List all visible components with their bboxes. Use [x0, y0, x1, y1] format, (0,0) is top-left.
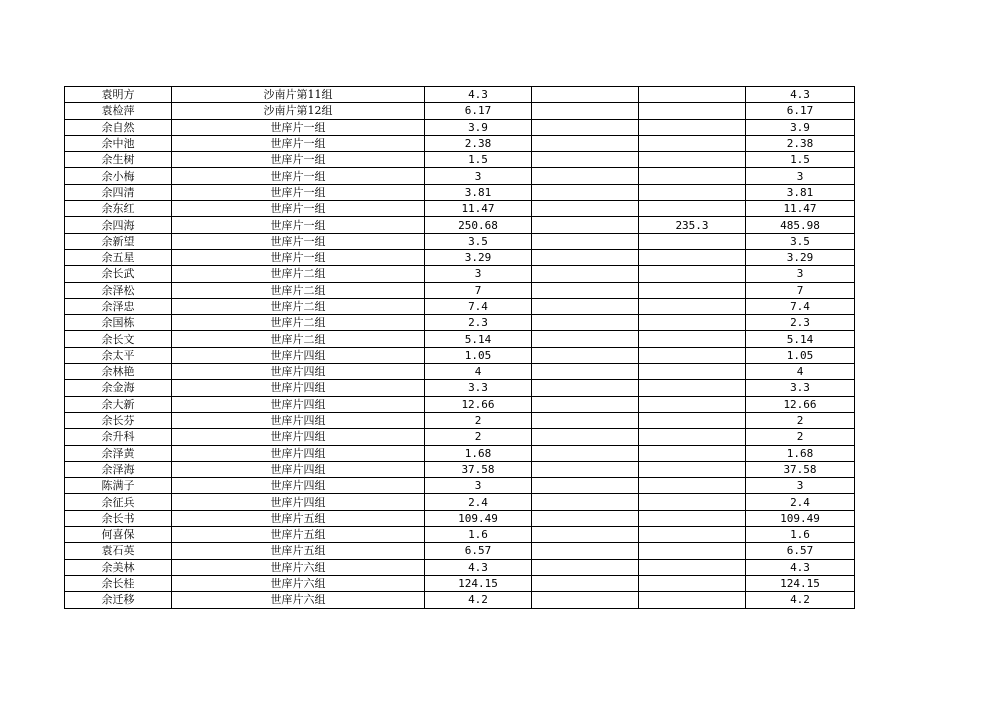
blank-cell	[532, 233, 639, 249]
amount-cell: 4.3	[425, 559, 532, 575]
extra-amount-cell	[639, 266, 746, 282]
name-cell: 袁检萍	[65, 103, 172, 119]
name-cell: 余生树	[65, 152, 172, 168]
blank-cell	[532, 380, 639, 396]
amount-cell: 6.17	[425, 103, 532, 119]
group-cell: 世庠片五组	[172, 543, 425, 559]
amount-cell: 1.05	[425, 347, 532, 363]
extra-amount-cell	[639, 87, 746, 103]
table-row	[65, 412, 855, 428]
group-cell: 世庠片四组	[172, 445, 425, 461]
blank-cell	[532, 510, 639, 526]
name-cell: 余国栋	[65, 315, 172, 331]
total-cell: 2	[746, 429, 855, 445]
group-cell: 世庠片一组	[172, 152, 425, 168]
extra-amount-cell	[639, 429, 746, 445]
table-row	[65, 559, 855, 575]
total-cell: 1.5	[746, 152, 855, 168]
blank-cell	[532, 364, 639, 380]
amount-cell: 37.58	[425, 461, 532, 477]
total-cell: 1.68	[746, 445, 855, 461]
extra-amount-cell	[639, 119, 746, 135]
group-cell: 世庠片五组	[172, 510, 425, 526]
amount-cell: 4.3	[425, 87, 532, 103]
blank-cell	[532, 527, 639, 543]
blank-cell	[532, 201, 639, 217]
name-cell: 余长书	[65, 510, 172, 526]
name-cell: 余升科	[65, 429, 172, 445]
total-cell: 2.4	[746, 494, 855, 510]
group-cell: 世庠片一组	[172, 168, 425, 184]
table-row	[65, 282, 855, 298]
extra-amount-cell	[639, 494, 746, 510]
table-row	[65, 461, 855, 477]
name-cell: 余征兵	[65, 494, 172, 510]
group-cell: 世庠片一组	[172, 201, 425, 217]
spreadsheet-page	[64, 86, 855, 609]
group-cell: 世庠片四组	[172, 347, 425, 363]
group-cell: 世庠片一组	[172, 135, 425, 151]
amount-cell: 2.38	[425, 135, 532, 151]
extra-amount-cell	[639, 201, 746, 217]
name-cell: 何喜保	[65, 527, 172, 543]
blank-cell	[532, 103, 639, 119]
table-row	[65, 249, 855, 265]
blank-cell	[532, 217, 639, 233]
table-body	[65, 87, 855, 609]
total-cell: 3	[746, 168, 855, 184]
blank-cell	[532, 249, 639, 265]
group-cell: 世庠片六组	[172, 559, 425, 575]
extra-amount-cell	[639, 184, 746, 200]
extra-amount-cell	[639, 282, 746, 298]
extra-amount-cell	[639, 152, 746, 168]
name-cell: 余新望	[65, 233, 172, 249]
table-row	[65, 510, 855, 526]
amount-cell: 3.81	[425, 184, 532, 200]
blank-cell	[532, 429, 639, 445]
name-cell: 余迁移	[65, 592, 172, 608]
table-row	[65, 575, 855, 591]
table-row	[65, 119, 855, 135]
table-row	[65, 217, 855, 233]
table-row	[65, 380, 855, 396]
name-cell: 余五星	[65, 249, 172, 265]
extra-amount-cell	[639, 103, 746, 119]
group-cell: 沙南片第11组	[172, 87, 425, 103]
total-cell: 2.38	[746, 135, 855, 151]
amount-cell: 7	[425, 282, 532, 298]
group-cell: 世庠片四组	[172, 478, 425, 494]
blank-cell	[532, 592, 639, 608]
group-cell: 世庠片四组	[172, 396, 425, 412]
group-cell: 世庠片五组	[172, 527, 425, 543]
table-row	[65, 478, 855, 494]
total-cell: 1.05	[746, 347, 855, 363]
table-row	[65, 87, 855, 103]
amount-cell: 4	[425, 364, 532, 380]
extra-amount-cell	[639, 364, 746, 380]
name-cell: 余泽松	[65, 282, 172, 298]
extra-amount-cell	[639, 527, 746, 543]
amount-cell: 3.3	[425, 380, 532, 396]
blank-cell	[532, 184, 639, 200]
total-cell: 5.14	[746, 331, 855, 347]
table-row	[65, 168, 855, 184]
group-cell: 世庠片一组	[172, 233, 425, 249]
amount-cell: 3	[425, 168, 532, 184]
name-cell: 余金海	[65, 380, 172, 396]
name-cell: 袁明方	[65, 87, 172, 103]
extra-amount-cell	[639, 543, 746, 559]
total-cell: 2	[746, 412, 855, 428]
blank-cell	[532, 347, 639, 363]
blank-cell	[532, 461, 639, 477]
table-row	[65, 592, 855, 608]
table-row	[65, 347, 855, 363]
table-row	[65, 364, 855, 380]
amount-cell: 3.9	[425, 119, 532, 135]
amount-cell: 2	[425, 429, 532, 445]
table-row	[65, 201, 855, 217]
name-cell: 陈满子	[65, 478, 172, 494]
table-row	[65, 543, 855, 559]
extra-amount-cell	[639, 347, 746, 363]
name-cell: 余自然	[65, 119, 172, 135]
extra-amount-cell	[639, 575, 746, 591]
total-cell: 4.3	[746, 87, 855, 103]
total-cell: 37.58	[746, 461, 855, 477]
group-cell: 世庠片二组	[172, 266, 425, 282]
table-row	[65, 152, 855, 168]
name-cell: 余长文	[65, 331, 172, 347]
blank-cell	[532, 135, 639, 151]
name-cell: 余中池	[65, 135, 172, 151]
total-cell: 7.4	[746, 298, 855, 314]
table-row	[65, 527, 855, 543]
name-cell: 余泽海	[65, 461, 172, 477]
extra-amount-cell	[639, 478, 746, 494]
extra-amount-cell	[639, 559, 746, 575]
extra-amount-cell	[639, 461, 746, 477]
blank-cell	[532, 266, 639, 282]
blank-cell	[532, 298, 639, 314]
amount-cell: 3	[425, 478, 532, 494]
amount-cell: 12.66	[425, 396, 532, 412]
extra-amount-cell	[639, 331, 746, 347]
group-cell: 世庠片一组	[172, 119, 425, 135]
amount-cell: 1.5	[425, 152, 532, 168]
group-cell: 世庠片一组	[172, 249, 425, 265]
group-cell: 世庠片四组	[172, 494, 425, 510]
extra-amount-cell	[639, 233, 746, 249]
total-cell: 4.2	[746, 592, 855, 608]
total-cell: 3.81	[746, 184, 855, 200]
extra-amount-cell	[639, 380, 746, 396]
name-cell: 余太平	[65, 347, 172, 363]
total-cell: 3.3	[746, 380, 855, 396]
total-cell: 1.6	[746, 527, 855, 543]
amount-cell: 3	[425, 266, 532, 282]
group-cell: 世庠片四组	[172, 461, 425, 477]
total-cell: 3.5	[746, 233, 855, 249]
name-cell: 余四海	[65, 217, 172, 233]
group-cell: 世庠片一组	[172, 217, 425, 233]
group-cell: 世庠片四组	[172, 429, 425, 445]
group-cell: 沙南片第12组	[172, 103, 425, 119]
extra-amount-cell	[639, 315, 746, 331]
table-row	[65, 266, 855, 282]
extra-amount-cell: 235.3	[639, 217, 746, 233]
group-cell: 世庠片二组	[172, 298, 425, 314]
blank-cell	[532, 119, 639, 135]
total-cell: 109.49	[746, 510, 855, 526]
total-cell: 4	[746, 364, 855, 380]
group-cell: 世庠片二组	[172, 331, 425, 347]
group-cell: 世庠片一组	[172, 184, 425, 200]
table-row	[65, 315, 855, 331]
blank-cell	[532, 282, 639, 298]
total-cell: 3	[746, 266, 855, 282]
table-row	[65, 494, 855, 510]
blank-cell	[532, 575, 639, 591]
amount-cell: 3.29	[425, 249, 532, 265]
blank-cell	[532, 445, 639, 461]
blank-cell	[532, 494, 639, 510]
table-row	[65, 331, 855, 347]
total-cell: 3.29	[746, 249, 855, 265]
extra-amount-cell	[639, 135, 746, 151]
name-cell: 余四清	[65, 184, 172, 200]
extra-amount-cell	[639, 168, 746, 184]
table-row	[65, 135, 855, 151]
name-cell: 袁石英	[65, 543, 172, 559]
blank-cell	[532, 152, 639, 168]
name-cell: 余小梅	[65, 168, 172, 184]
group-cell: 世庠片二组	[172, 315, 425, 331]
total-cell: 6.17	[746, 103, 855, 119]
amount-cell: 2.3	[425, 315, 532, 331]
group-cell: 世庠片六组	[172, 575, 425, 591]
table-row	[65, 445, 855, 461]
name-cell: 余美林	[65, 559, 172, 575]
name-cell: 余泽忠	[65, 298, 172, 314]
total-cell: 124.15	[746, 575, 855, 591]
amount-cell: 109.49	[425, 510, 532, 526]
table-row	[65, 298, 855, 314]
table-row	[65, 184, 855, 200]
extra-amount-cell	[639, 396, 746, 412]
total-cell: 2.3	[746, 315, 855, 331]
extra-amount-cell	[639, 510, 746, 526]
name-cell: 余长芬	[65, 412, 172, 428]
group-cell: 世庠片四组	[172, 364, 425, 380]
amount-cell: 7.4	[425, 298, 532, 314]
amount-cell: 6.57	[425, 543, 532, 559]
extra-amount-cell	[639, 298, 746, 314]
blank-cell	[532, 315, 639, 331]
amount-cell: 250.68	[425, 217, 532, 233]
name-cell: 余大新	[65, 396, 172, 412]
amount-cell: 1.68	[425, 445, 532, 461]
table-row	[65, 233, 855, 249]
table-row	[65, 429, 855, 445]
name-cell: 余东红	[65, 201, 172, 217]
amount-cell: 1.6	[425, 527, 532, 543]
total-cell: 7	[746, 282, 855, 298]
table-row	[65, 103, 855, 119]
data-table	[64, 86, 855, 609]
group-cell: 世庠片六组	[172, 592, 425, 608]
total-cell: 485.98	[746, 217, 855, 233]
group-cell: 世庠片二组	[172, 282, 425, 298]
blank-cell	[532, 396, 639, 412]
extra-amount-cell	[639, 592, 746, 608]
blank-cell	[532, 331, 639, 347]
amount-cell: 3.5	[425, 233, 532, 249]
group-cell: 世庠片四组	[172, 412, 425, 428]
total-cell: 3	[746, 478, 855, 494]
table-row	[65, 396, 855, 412]
name-cell: 余泽黄	[65, 445, 172, 461]
blank-cell	[532, 559, 639, 575]
blank-cell	[532, 412, 639, 428]
name-cell: 余长武	[65, 266, 172, 282]
blank-cell	[532, 87, 639, 103]
name-cell: 余长桂	[65, 575, 172, 591]
amount-cell: 11.47	[425, 201, 532, 217]
group-cell: 世庠片四组	[172, 380, 425, 396]
total-cell: 3.9	[746, 119, 855, 135]
total-cell: 12.66	[746, 396, 855, 412]
total-cell: 4.3	[746, 559, 855, 575]
extra-amount-cell	[639, 249, 746, 265]
name-cell: 余林艳	[65, 364, 172, 380]
blank-cell	[532, 478, 639, 494]
amount-cell: 4.2	[425, 592, 532, 608]
extra-amount-cell	[639, 412, 746, 428]
extra-amount-cell	[639, 445, 746, 461]
amount-cell: 2.4	[425, 494, 532, 510]
amount-cell: 2	[425, 412, 532, 428]
amount-cell: 5.14	[425, 331, 532, 347]
blank-cell	[532, 168, 639, 184]
amount-cell: 124.15	[425, 575, 532, 591]
blank-cell	[532, 543, 639, 559]
total-cell: 11.47	[746, 201, 855, 217]
total-cell: 6.57	[746, 543, 855, 559]
